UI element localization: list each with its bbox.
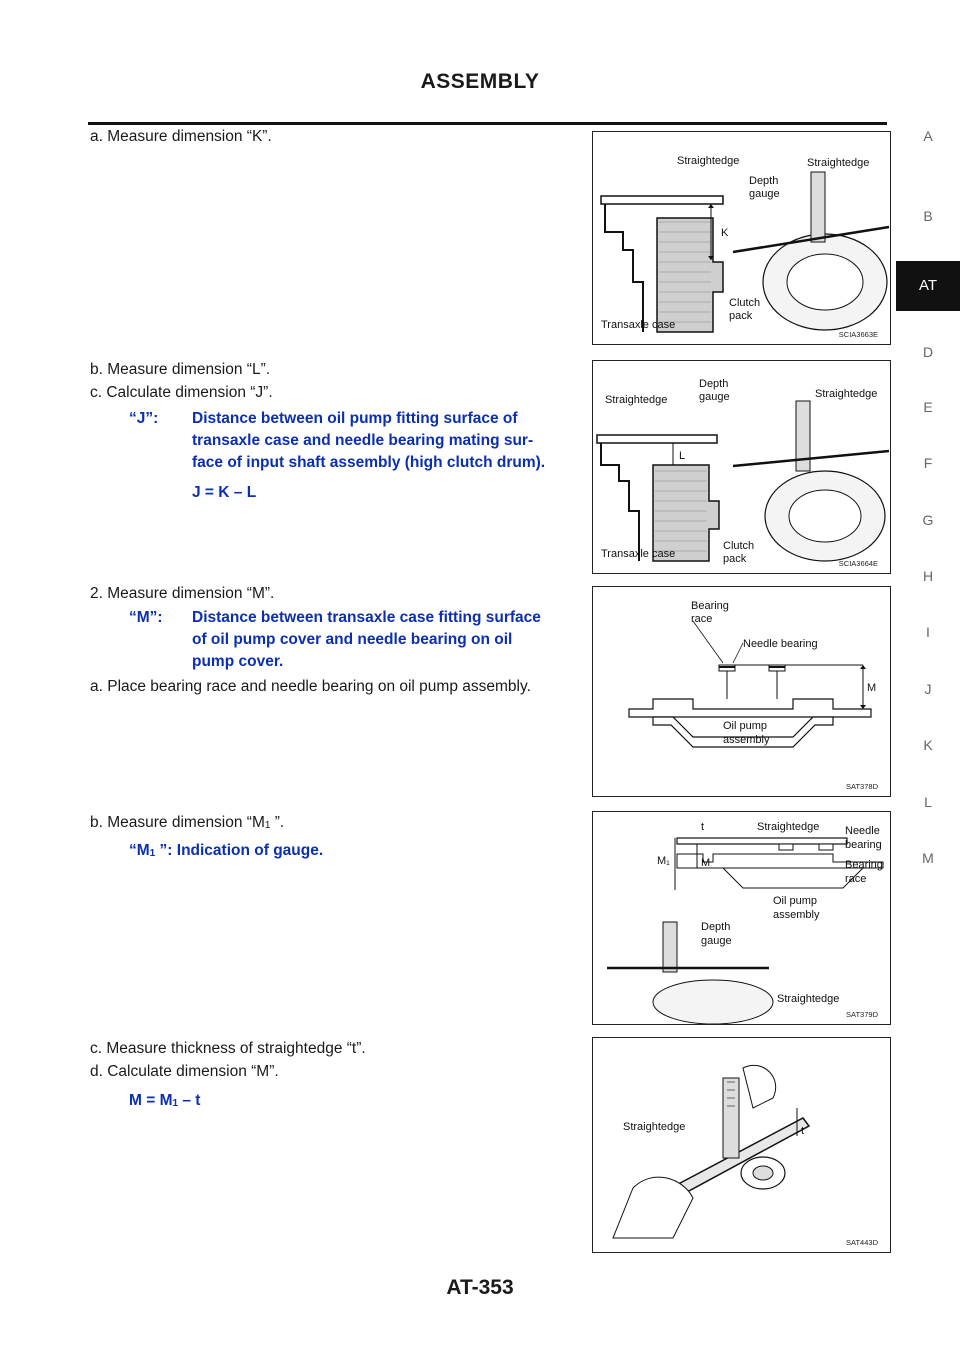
f4-bearing: bearing xyxy=(845,839,882,851)
spec-m-line1: Distance between transaxle case fitting surface xyxy=(192,609,541,626)
f3-code: SAT378D xyxy=(846,782,878,791)
step-a-place-bearing: a. Place bearing race and needle bearing on oil pump assembly. xyxy=(90,678,531,695)
step-b-measure-l: b. Measure dimension “L”. xyxy=(90,361,271,378)
f5-straightedge: Straightedge xyxy=(623,1121,686,1133)
figure-oil-pump-bearing xyxy=(592,586,891,797)
step-d-calc-m: d. Calculate dimension “M”. xyxy=(90,1063,279,1080)
step-a-measure-k: a. Measure dimension “K”. xyxy=(90,128,272,145)
spec-m-label: “M”: xyxy=(129,609,163,626)
spec-m-line3: pump cover. xyxy=(192,653,284,670)
sidebar-item-b[interactable]: B xyxy=(923,208,933,224)
f2-pack: pack xyxy=(723,553,747,565)
f3-assembly: assembly xyxy=(723,734,770,746)
f5-code: SAT443D xyxy=(846,1238,878,1247)
sidebar-item-l[interactable]: L xyxy=(924,794,932,810)
sidebar-item-k[interactable]: K xyxy=(923,737,933,753)
f2-gauge: gauge xyxy=(699,391,730,403)
f2-clutch: Clutch xyxy=(723,540,755,552)
f2-straightedge-a: Straightedge xyxy=(605,394,668,406)
figure-measure-k xyxy=(592,131,891,345)
f2-straightedge-b: Straightedge xyxy=(815,388,878,400)
step-c-calc-j: c. Calculate dimension “J”. xyxy=(90,384,273,401)
f1-k-label: K xyxy=(721,227,729,239)
figure-measure-l-illustration xyxy=(593,361,890,573)
f1-gauge: gauge xyxy=(749,188,780,200)
figure-oil-pump-bearing-illustration xyxy=(593,587,890,796)
f3-m-label: M xyxy=(867,682,877,694)
spec-m1-definition: “M1 ”: Indication of gauge. xyxy=(129,842,324,859)
sidebar-item-j[interactable]: J xyxy=(924,681,932,697)
f4-race: race xyxy=(845,873,867,885)
f2-code: SCIA3664E xyxy=(838,559,878,568)
f4-gauge: gauge xyxy=(701,935,732,947)
f2-depth: Depth xyxy=(699,378,729,390)
sidebar-item-a[interactable]: A xyxy=(923,128,933,144)
f4-straightedge-b: Straightedge xyxy=(777,993,840,1005)
f1-clutch: Clutch xyxy=(729,297,761,309)
f5-t-label: t xyxy=(801,1125,805,1137)
f4-t-label: t xyxy=(701,821,705,833)
f4-code: SAT379D xyxy=(846,1010,878,1019)
step-b-measure-m1: b. Measure dimension “M1 ”. xyxy=(90,814,285,831)
header-rule xyxy=(88,122,887,125)
sidebar-item-f[interactable]: F xyxy=(923,455,933,471)
spec-j-formula: J = K – L xyxy=(192,484,257,501)
f4-oil: Oil pump xyxy=(773,895,818,907)
sidebar-item-at[interactable]: AT xyxy=(896,261,960,311)
figure-measure-m1 xyxy=(592,811,891,1025)
figure-measure-k-illustration xyxy=(593,132,890,344)
f4-assembly: assembly xyxy=(773,909,820,921)
f4-straightedge-a: Straightedge xyxy=(757,821,820,833)
f4-depth: Depth xyxy=(701,921,731,933)
f2-l-label: L xyxy=(679,450,686,462)
f3-bearing: Bearing xyxy=(691,600,729,612)
figure-measure-t xyxy=(592,1037,891,1253)
f1-case: Transaxle case xyxy=(601,319,676,331)
f1-code: SCIA3663E xyxy=(838,330,878,339)
figure-measure-m1-illustration xyxy=(593,812,890,1024)
step-2-measure-m: 2. Measure dimension “M”. xyxy=(90,585,275,602)
sidebar-item-m[interactable]: M xyxy=(922,850,934,866)
section-index-sidebar xyxy=(896,0,960,1358)
f2-case: Transaxle case xyxy=(601,548,676,560)
page-number: AT-353 xyxy=(446,1276,514,1299)
f4-needle: Needle xyxy=(845,825,880,837)
sidebar-item-e[interactable]: E xyxy=(923,399,933,415)
sidebar-item-i[interactable]: I xyxy=(926,624,930,640)
f4-bearing2: Bearing xyxy=(845,859,883,871)
step-c-measure-t: c. Measure thickness of straightedge “t”. xyxy=(90,1040,366,1057)
f3-race: race xyxy=(691,613,713,625)
spec-j-line2: transaxle case and needle bearing mating sur- xyxy=(192,432,534,449)
sidebar-item-g[interactable]: G xyxy=(922,512,934,528)
spec-m-formula: M = M1 – t xyxy=(129,1092,201,1109)
figure-measure-t-illustration xyxy=(593,1038,890,1252)
f4-m1-label: M₁ xyxy=(657,855,670,867)
f1-straightedge-b: Straightedge xyxy=(807,157,870,169)
spec-j-line3: face of input shaft assembly (high clutch drum). xyxy=(192,454,546,471)
spec-j-line1: Distance between oil pump fitting surface of xyxy=(192,410,518,427)
f3-oil: Oil pump xyxy=(723,720,768,732)
sidebar-item-h[interactable]: H xyxy=(922,568,934,584)
spec-m-line2: of oil pump cover and needle bearing on oil xyxy=(192,631,513,648)
sidebar-item-d[interactable]: D xyxy=(922,344,934,360)
f4-m-label: M xyxy=(701,857,711,869)
spec-m-definition xyxy=(129,607,541,673)
f3-needle: Needle bearing xyxy=(743,638,818,650)
f1-pack: pack xyxy=(729,310,753,322)
spec-j-definition xyxy=(129,408,545,504)
figure-measure-l xyxy=(592,360,891,574)
spec-j-label: “J”: xyxy=(129,410,159,427)
f1-straightedge-a: Straightedge xyxy=(677,155,740,167)
f1-depth: Depth xyxy=(749,175,779,187)
page-title: ASSEMBLY xyxy=(420,70,540,93)
